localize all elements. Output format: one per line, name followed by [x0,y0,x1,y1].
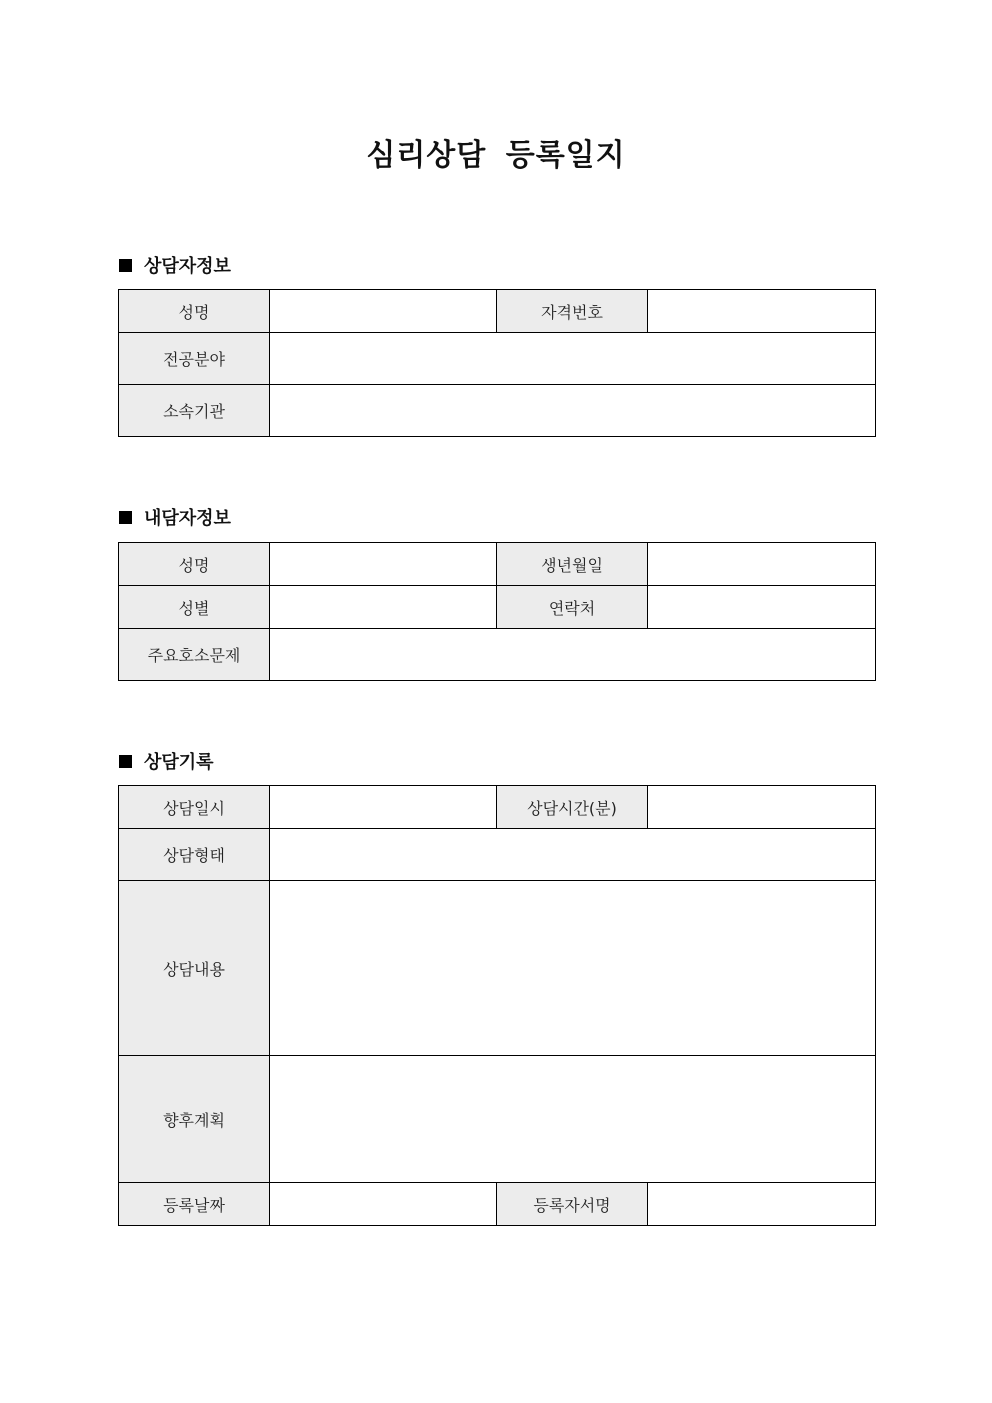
section-heading-record [119,749,214,773]
table-row [119,881,876,1056]
table-row [119,385,876,437]
table-row [119,543,876,586]
session-datetime-field[interactable] [270,786,497,829]
major-field[interactable] [270,333,876,385]
label-affiliation: 소속기관 [119,385,270,437]
label-session-datetime: 상담일시 [119,786,270,829]
table-row [119,333,876,385]
birthdate-field[interactable] [648,543,876,586]
counselor-name-field[interactable] [270,290,497,333]
label-session-type: 상담형태 [119,829,270,881]
label-gender: 성별 [119,586,270,629]
label-license-number: 자격번호 [497,290,648,333]
document-title: 심리상담 등록일지 [366,138,626,173]
label-registration-date: 등록날짜 [119,1183,270,1226]
main-complaint-field[interactable] [270,629,876,681]
table-row [119,290,876,333]
section-heading-label: 내담자정보 [144,508,231,529]
session-content-field[interactable] [270,881,876,1056]
label-counselor-name: 성명 [119,290,270,333]
client-info-table [118,542,876,681]
future-plan-field[interactable] [270,1056,876,1183]
table-row [119,629,876,681]
label-major: 전공분야 [119,333,270,385]
counseling-record-table [118,785,876,1226]
label-session-duration: 상담시간(분) [497,786,648,829]
table-row [119,786,876,829]
section-heading-label: 상담자정보 [144,256,231,277]
table-row [119,829,876,881]
label-client-name: 성명 [119,543,270,586]
square-bullet-icon [119,755,132,768]
label-main-complaint: 주요호소문제 [119,629,270,681]
counselor-info-table [118,289,876,437]
label-contact: 연락처 [497,586,648,629]
gender-field[interactable] [270,586,497,629]
table-row [119,1056,876,1183]
table-row [119,1183,876,1226]
label-session-content: 상담내용 [119,881,270,1056]
square-bullet-icon [119,511,132,524]
client-name-field[interactable] [270,543,497,586]
session-type-field[interactable] [270,829,876,881]
label-registrant-signature: 등록자서명 [497,1183,648,1226]
section-heading-client [119,505,231,529]
section-heading-counselor [119,253,231,277]
affiliation-field[interactable] [270,385,876,437]
square-bullet-icon [119,259,132,272]
registrant-signature-field[interactable] [648,1183,876,1226]
table-row [119,586,876,629]
contact-field[interactable] [648,586,876,629]
label-future-plan: 향후계획 [119,1056,270,1183]
license-number-field[interactable] [648,290,876,333]
section-heading-label: 상담기록 [144,752,214,773]
label-birthdate: 생년월일 [497,543,648,586]
registration-date-field[interactable] [270,1183,497,1226]
session-duration-field[interactable] [648,786,876,829]
